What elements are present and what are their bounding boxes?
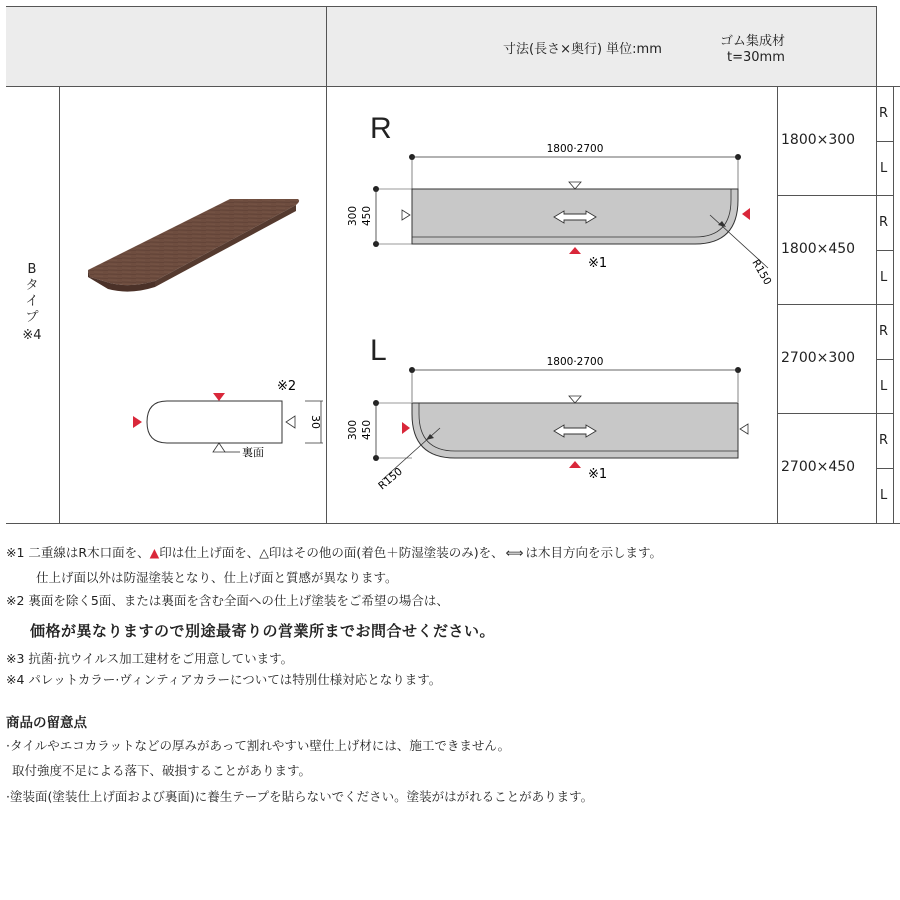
other-face-mark-icon xyxy=(569,182,581,189)
note2-mark: ※2 xyxy=(277,379,297,394)
other-face-mark-icon xyxy=(213,443,225,452)
size-row-divider xyxy=(777,195,893,196)
note1-mark: ※1 xyxy=(588,467,608,482)
grain-direction-icon: ⟺ xyxy=(505,545,524,560)
depth-label-450: 450 xyxy=(361,419,373,441)
product-note-line: ·塗装面(塗装仕上げ面および裏面)に養生テープを貼らないでください。塗装がはがれることがあります。 xyxy=(6,789,594,804)
rl-divider xyxy=(876,359,893,360)
finish-mark-icon: ▲ xyxy=(149,545,160,560)
radius-label: R150 xyxy=(749,257,774,288)
size-row-divider xyxy=(777,304,893,305)
rl-cell-l: L xyxy=(880,488,888,503)
finish-mark-icon xyxy=(569,247,581,254)
rl-cell-l: L xyxy=(880,379,888,394)
type-char: タ xyxy=(25,278,39,293)
rl-cell-r: R xyxy=(879,215,889,230)
product-note-line: 取付強度不足による落下、破損することがあります。 xyxy=(12,763,312,778)
spec-label: 寸法(長さ×奥行) 単位:mm xyxy=(503,42,662,57)
finish-mark-icon xyxy=(213,393,225,401)
material-name: ゴム集成材 xyxy=(720,34,786,49)
depth-label-450: 450 xyxy=(361,205,373,227)
note-1-part-a: ※1 二重線はR木口面を、 xyxy=(6,545,150,560)
note-1-part-b: 印は仕上げ面を、 xyxy=(159,545,260,560)
rl-divider xyxy=(876,250,893,251)
type-char: イ xyxy=(25,294,39,309)
product-note-line: ·タイルやエコカラットなどの厚みがあって割れやすい壁仕上げ材には、施工できません。 xyxy=(6,738,511,753)
rl-cell-l: L xyxy=(880,161,888,176)
note-2-emphasis: 価格が異なりますので別途最寄りの営業所までお問合せください。 xyxy=(30,622,496,640)
other-face-mark-icon xyxy=(569,396,581,403)
product-board-image xyxy=(80,185,310,300)
r-board-drawing xyxy=(340,140,780,290)
size-cell: 1800×300 xyxy=(781,132,856,148)
other-face-mark-icon xyxy=(286,416,295,428)
l-board-drawing xyxy=(340,352,780,502)
material-thickness: t=30mm xyxy=(727,50,785,65)
length-label: 1800·2700 xyxy=(546,356,604,368)
note-2: ※2 裏面を除く5面、または裏面を含む全面への仕上げ塗装をご希望の場合は、 xyxy=(6,593,449,608)
note-4: ※4 パレットカラー·ヴィンティアカラーについては特別仕様対応となります。 xyxy=(6,672,442,687)
table-header-divider xyxy=(6,86,900,87)
finish-mark-icon xyxy=(569,461,581,468)
other-face-mark-icon xyxy=(740,424,748,434)
note-1-part-d: は木目方向を示します。 xyxy=(525,545,663,560)
table-divider-rl xyxy=(876,6,877,523)
section-profile-drawing xyxy=(125,375,335,460)
rl-cell-r: R xyxy=(879,324,889,339)
size-cell: 2700×450 xyxy=(781,459,856,475)
depth-label-300: 300 xyxy=(347,205,359,227)
rl-cell-l: L xyxy=(880,270,888,285)
note-1 xyxy=(6,543,662,561)
finish-mark-icon xyxy=(742,208,750,220)
rl-cell-r: R xyxy=(879,433,889,448)
note-3: ※3 抗菌·抗ウイルス加工建材をご用意しています。 xyxy=(6,651,294,666)
rl-divider xyxy=(876,141,893,142)
type-char: プ xyxy=(25,310,39,325)
size-cell: 2700×300 xyxy=(781,350,856,366)
type-char: ※4 xyxy=(22,328,42,343)
length-label: 1800·2700 xyxy=(546,143,604,155)
other-face-mark-icon xyxy=(402,210,410,220)
l-title: L xyxy=(370,334,387,367)
finish-mark-icon xyxy=(133,416,142,428)
r-title: R xyxy=(370,112,392,145)
radius-label: R150 xyxy=(376,465,405,493)
note-1-part-c: △印はその他の面(着色＋防湿塗装のみ)を、 xyxy=(259,545,504,560)
note1-mark: ※1 xyxy=(588,256,608,271)
note-1-line-2: 仕上げ面以外は防湿塗装となり、仕上げ面と質感が異なります。 xyxy=(36,570,398,585)
finish-mark-icon xyxy=(402,422,410,434)
rl-divider xyxy=(876,468,893,469)
depth-label-300: 300 xyxy=(347,419,359,441)
table-border-bottom xyxy=(6,523,900,524)
table-border-top xyxy=(6,6,876,7)
type-label xyxy=(10,262,54,344)
table-divider-right xyxy=(893,86,894,523)
rl-cell-r: R xyxy=(879,106,889,121)
size-row-divider xyxy=(777,413,893,414)
product-notes-title: 商品の留意点 xyxy=(6,715,87,731)
size-cell: 1800×450 xyxy=(781,241,856,257)
table-divider-type xyxy=(59,86,60,523)
back-face-label: 裏面 xyxy=(242,446,264,459)
type-char: B xyxy=(27,262,37,277)
thickness-label: 30 xyxy=(309,415,322,429)
